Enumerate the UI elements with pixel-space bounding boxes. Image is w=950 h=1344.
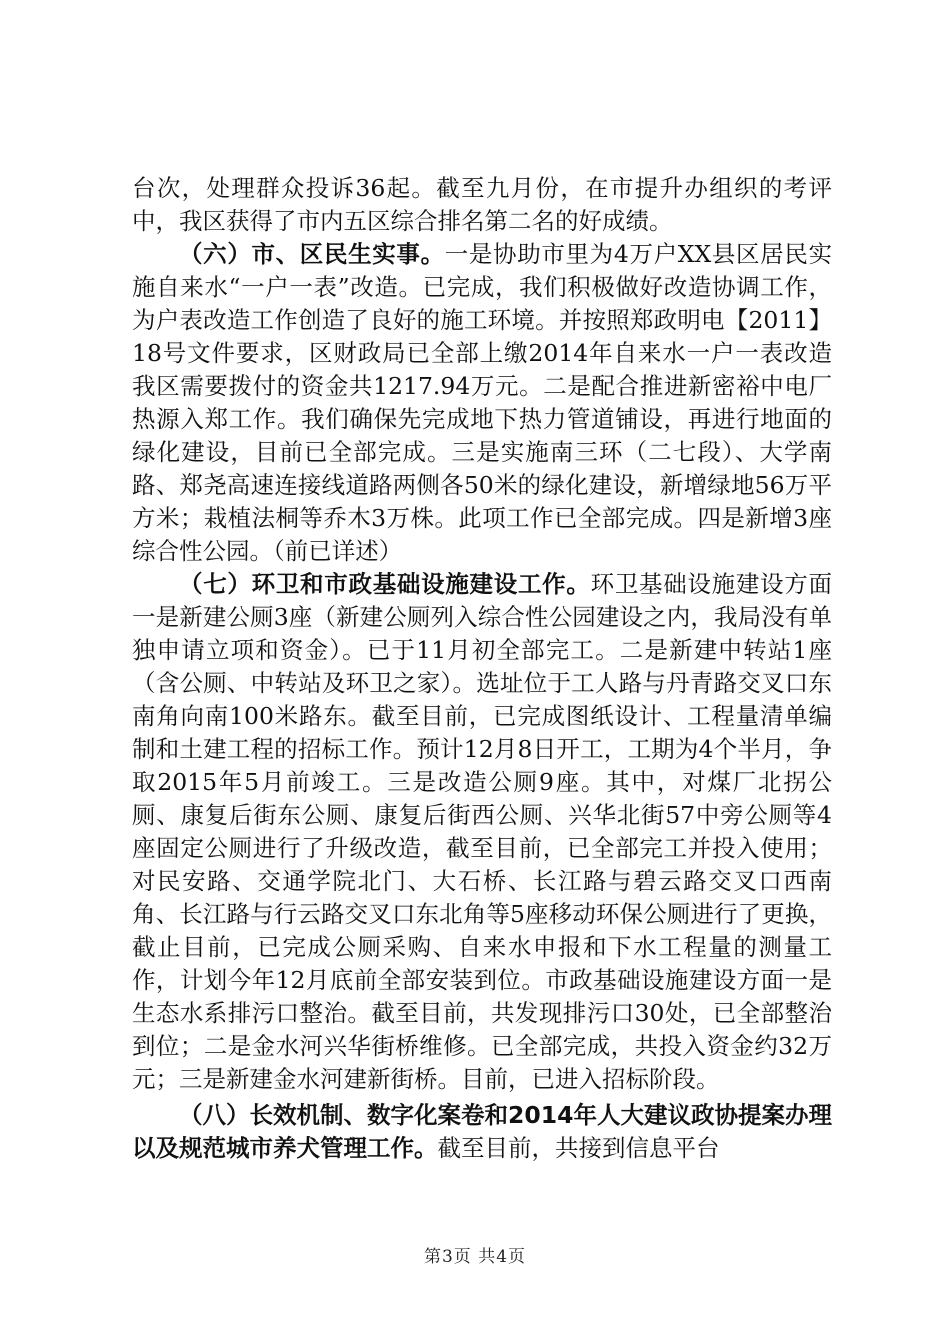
paragraph-livelihood-projects: [132, 238, 832, 568]
paragraph-continuation: [132, 172, 832, 238]
section-heading-seven: （七）环卫和市政基础设施建设工作。: [179, 570, 591, 598]
section-heading-six: （六）市、区民生实事。: [179, 240, 445, 268]
paragraph-text: 环卫基础设施建设方面一是新建公厕3座（新建公厕列入综合性公园建设之内，我局没有单独申请立项和资金）。已于11月初全部完工。二是新建中转站1座（含公厕、中转站及环卫之家）。选址位于工人路与丹青路交叉口东南角向南100米路东。截至目前，已完成图纸设计、工程量清单编制和土建工程的招标工作。预计12月8日开工，工期为4个半月，争取2015年5月前竣工。三是改造公厕9座。其中，对煤厂北拐公厕、康复后街东公厕、康复后街西公厕、兴华北街57中旁公厕等4座固定公厕进行了升级改造，截至目前，已全部完工并投入使用；对民安路、交通学院北门、大石桥、长江路与碧云路交叉口西南角、长江路与行云路交叉口东北角等5座移动环保公厕进行了更换，截止目前，已完成公厕采购、自来水申报和下水工程量的测量工作，计划今年12月底前全部安装到位。市政基础设施建设方面一是生态水系排污口整治。截至目前，共发现排污口30处，已全部整治到位；二是金水河兴华街桥维修。已全部完成，共投入资金约32万元；三是新建金水河建新街桥。目前，已进入招标阶段。: [132, 570, 833, 1093]
page-number-footer: 第3页 共4页: [423, 1247, 527, 1267]
paragraph-long-term-mechanism: [132, 1099, 832, 1165]
document-body: [132, 172, 832, 1165]
paragraph-text: 截至目前，共接到信息平台: [437, 1134, 720, 1162]
paragraph-sanitation-infrastructure: [132, 568, 832, 1096]
paragraph-text: 一是协助市里为4万户XX县区居民实施自来水“一户一表”改造。已完成，我们积极做好改造协调工作，为户表改造工作创造了良好的施工环境。并按照郑政明电【2011】18号文件要求，区财政局已全部上缴2014年自来水一户一表改造我区需要拨付的资金共1217.94万元。二是配合推进新密裕中电厂热源入郑工作。我们确保先完成地下热力管道铺设，再进行地面的绿化建设，目前已全部完成。三是实施南三环（二七段）、大学南路、郑尧高速连接线道路两侧各50米的绿化建设，新增绿地56万平方米；栽植法桐等乔木3万株。此项工作已全部完成。四是新增3座综合性公园。（前已详述）: [132, 240, 832, 565]
section-heading-eight: （八）长效机制、数字化案卷和2014年人大建议政协提案办理以及规范城市养犬管理工作。: [132, 1101, 832, 1162]
paragraph-text: 台次，处理群众投诉36起。截至九月份，在市提升办组织的考评中，我区获得了市内五区综合排名第二名的好成绩。: [132, 174, 832, 235]
